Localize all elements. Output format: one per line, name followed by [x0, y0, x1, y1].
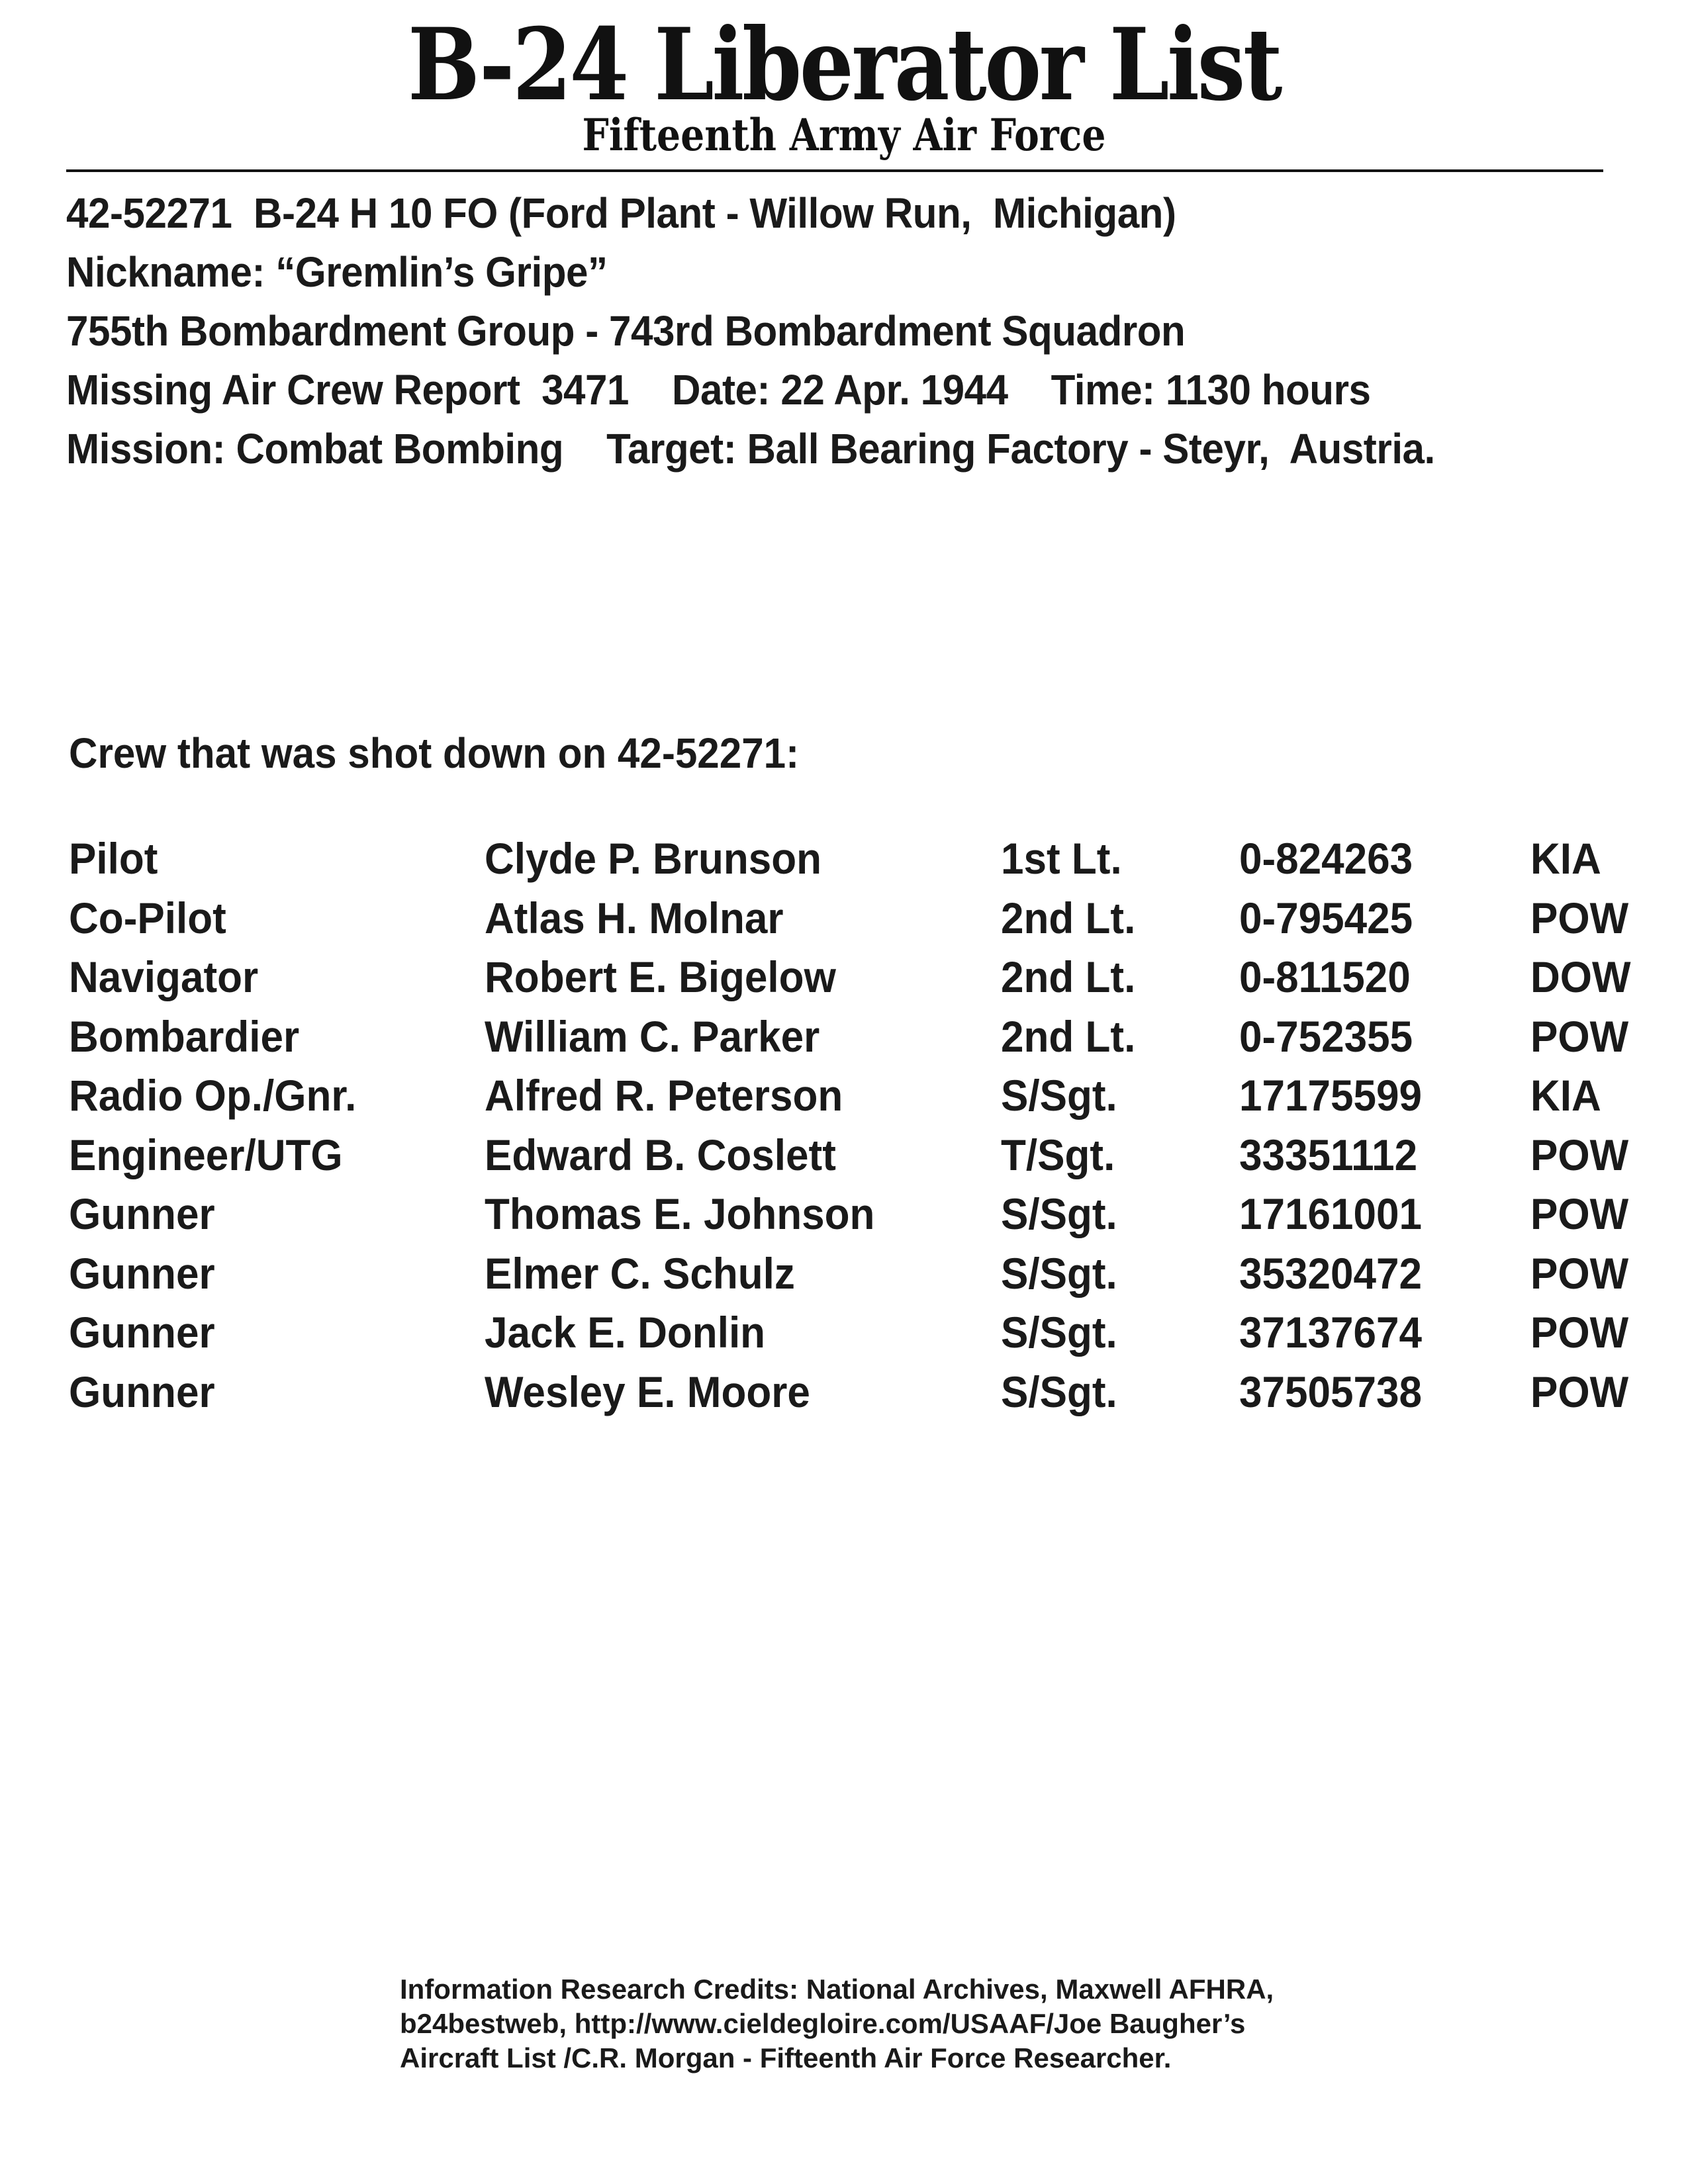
crew-rank: T/Sgt.: [1001, 1130, 1115, 1179]
crew-position: Gunner: [69, 1248, 215, 1298]
crew-position: Pilot: [69, 834, 158, 883]
crew-position: Navigator: [69, 952, 259, 1001]
table-row: [69, 832, 1671, 891]
crew-name: Robert E. Bigelow: [485, 952, 836, 1001]
crew-serial: 17175599: [1239, 1071, 1423, 1120]
crew-name: Atlas H. Molnar: [485, 893, 784, 942]
crew-status: POW: [1530, 893, 1629, 942]
crew-serial: 37505738: [1239, 1367, 1423, 1416]
aircraft-nickname: Nickname: “Gremlin’s Gripe”: [66, 248, 608, 296]
aircraft-info: [66, 184, 1655, 478]
crew-heading: Crew that was shot down on 42-52271:: [69, 729, 800, 777]
crew-position: Radio Op./Gnr.: [69, 1071, 357, 1120]
crew-position: Co-Pilot: [69, 893, 226, 942]
crew-serial: 37137674: [1239, 1308, 1423, 1357]
crew-status: KIA: [1530, 1071, 1601, 1120]
crew-name: William C. Parker: [485, 1011, 820, 1061]
table-row: [69, 891, 1671, 951]
crew-rank: S/Sgt.: [1001, 1367, 1117, 1416]
credits-line: Information Research Credits: National Archives, Maxwell AFHRA,: [400, 1974, 1274, 2005]
crew-status: DOW: [1530, 952, 1631, 1001]
crew-position: Gunner: [69, 1308, 215, 1357]
crew-serial: 0-752355: [1239, 1011, 1413, 1061]
aircraft-macr: Missing Air Crew Report 3471 Date: 22 Apr. 1944 Time: 1130 hours: [66, 366, 1371, 414]
crew-status: POW: [1530, 1248, 1629, 1298]
table-row: [69, 1069, 1671, 1128]
table-row: [69, 1010, 1671, 1069]
crew-serial: 0-824263: [1239, 834, 1413, 883]
crew-rank: S/Sgt.: [1001, 1189, 1117, 1238]
crew-rank: S/Sgt.: [1001, 1308, 1117, 1357]
crew-serial: 0-795425: [1239, 893, 1413, 942]
page-title: B-24 Liberator List: [407, 7, 1280, 123]
crew-rank: S/Sgt.: [1001, 1071, 1117, 1120]
crew-rank: 2nd Lt.: [1001, 952, 1136, 1001]
page-subtitle: Fifteenth Army Air Force: [582, 109, 1106, 161]
table-row: [69, 1128, 1671, 1188]
table-row: [69, 1247, 1671, 1306]
crew-table: [69, 832, 1671, 1424]
research-credits: [400, 1972, 1393, 2075]
crew-serial: 33351112: [1239, 1130, 1418, 1179]
crew-serial: 35320472: [1239, 1248, 1423, 1298]
crew-status: POW: [1530, 1308, 1629, 1357]
crew-rank: 2nd Lt.: [1001, 1011, 1136, 1061]
aircraft-serial-model: 42-52271 B-24 H 10 FO (Ford Plant - Willow Run, Michigan): [66, 189, 1176, 237]
table-row: [69, 1306, 1671, 1365]
crew-status: POW: [1530, 1011, 1629, 1061]
aircraft-unit: 755th Bombardment Group - 743rd Bombardment Squadron: [66, 307, 1186, 355]
crew-rank: 2nd Lt.: [1001, 893, 1136, 942]
header-divider: [66, 169, 1603, 172]
crew-rank: 1st Lt.: [1001, 834, 1122, 883]
crew-name: Alfred R. Peterson: [485, 1071, 843, 1120]
table-row: [69, 1187, 1671, 1247]
crew-position: Gunner: [69, 1367, 215, 1416]
crew-position: Bombardier: [69, 1011, 300, 1061]
crew-serial: 0-811520: [1239, 952, 1411, 1001]
crew-position: Gunner: [69, 1189, 215, 1238]
table-row: [69, 1365, 1671, 1425]
crew-status: POW: [1530, 1367, 1629, 1416]
crew-name: Edward B. Coslett: [485, 1130, 836, 1179]
aircraft-mission: Mission: Combat Bombing Target: Ball Bearing Factory - Steyr, Austria.: [66, 425, 1435, 473]
crew-name: Clyde P. Brunson: [485, 834, 822, 883]
credits-line: Aircraft List /C.R. Morgan - Fifteenth Air Force Researcher.: [400, 2042, 1172, 2073]
table-row: [69, 950, 1671, 1010]
crew-rank: S/Sgt.: [1001, 1248, 1117, 1298]
crew-status: POW: [1530, 1189, 1629, 1238]
crew-status: KIA: [1530, 834, 1601, 883]
credits-line: b24bestweb, http://www.cieldegloire.com/USAAF/Joe Baugher’s: [400, 2008, 1246, 2039]
crew-name: Wesley E. Moore: [485, 1367, 810, 1416]
crew-name: Elmer C. Schulz: [485, 1248, 795, 1298]
crew-name: Jack E. Donlin: [485, 1308, 766, 1357]
crew-serial: 17161001: [1239, 1189, 1423, 1238]
crew-status: POW: [1530, 1130, 1629, 1179]
crew-position: Engineer/UTG: [69, 1130, 343, 1179]
crew-name: Thomas E. Johnson: [485, 1189, 875, 1238]
